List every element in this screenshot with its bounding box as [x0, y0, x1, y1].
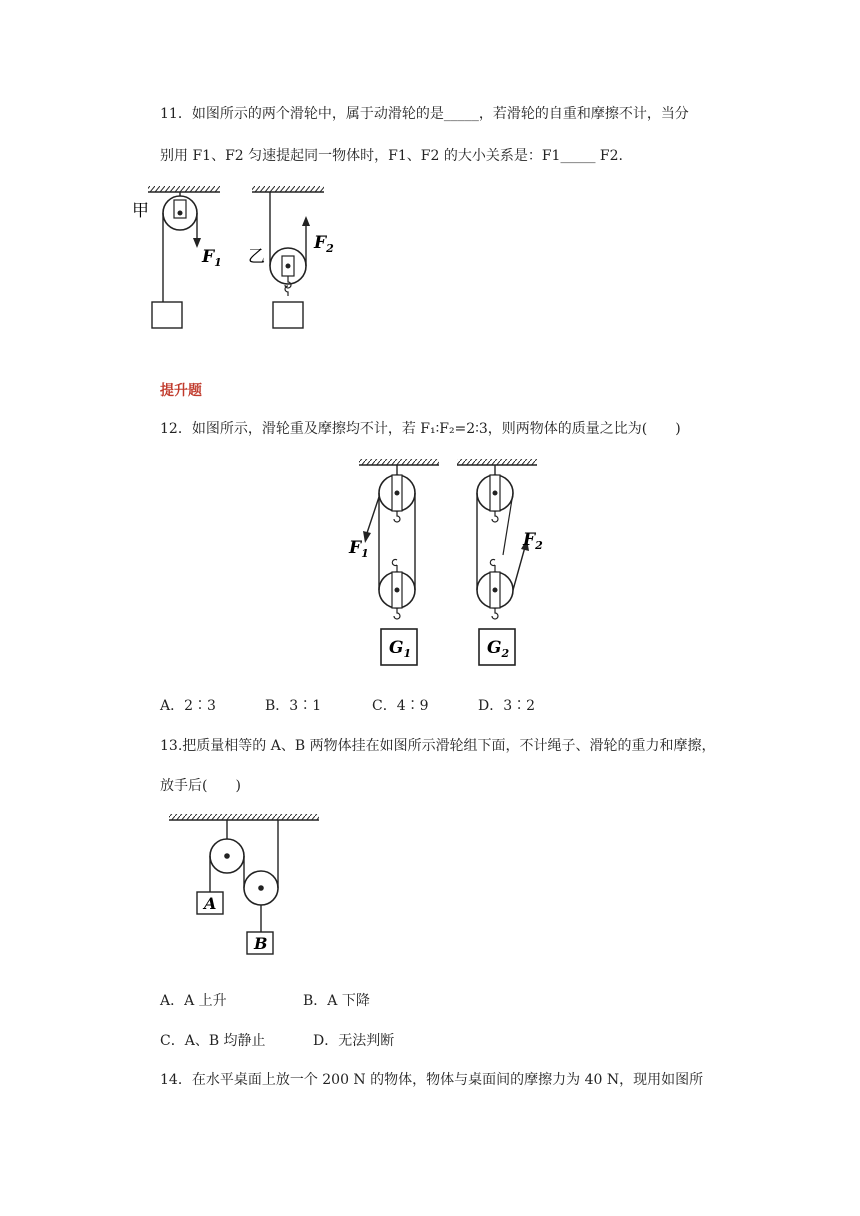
q13-text-line1: 13.把质量相等的 A、B 两物体挂在如图所示滑轮组下面，不计绳子、滑轮的重力和摩擦， — [160, 738, 716, 754]
q12-label-f1: $F_1$ — [349, 538, 369, 560]
q12-label-f2: $F_2$ — [523, 530, 543, 552]
q14-text-line1: 14．在水平桌面上放一个 200 N 的物体，物体与桌面间的摩擦力为 40 N，现用如图所 — [160, 1072, 704, 1088]
q13-text-line2: 放手后( ) — [160, 778, 241, 794]
q12-text-line1: 12．如图所示，滑轮重及摩擦均不计，若 F₁∶F₂=2∶3，则两物体的质量之比为( ) — [160, 421, 681, 437]
q12-option-a: A．2∶3 — [160, 698, 216, 714]
q12-label-g1: $G_1$ — [389, 638, 412, 660]
q11-text-line2: 别用 F1、F2 匀速提起同一物体时，F1、F2 的大小关系是：F1_____ F2. — [160, 148, 623, 164]
q13-pulley-figure — [165, 810, 325, 960]
q13-option-c: C．A、B 均静止 — [160, 1033, 266, 1049]
q12-pulley-figure — [345, 455, 545, 670]
q11-text-line1: 11．如图所示的两个滑轮中，属于动滑轮的是_____，若滑轮的自重和摩擦不计，当分 — [160, 106, 689, 122]
q11-label-f2: $F_2$ — [314, 233, 334, 255]
q13-option-a: A．A 上升 — [160, 993, 227, 1009]
section-title: 提升题 — [160, 383, 202, 399]
q12-option-c: C．4∶9 — [372, 698, 429, 714]
q13-option-b: B．A 下降 — [303, 993, 370, 1009]
q12-option-b: B．3∶1 — [265, 698, 322, 714]
q11-label-f1: $F_1$ — [202, 247, 222, 269]
q12-option-d: D．3∶2 — [478, 698, 536, 714]
q13-option-d: D．无法判断 — [313, 1033, 395, 1049]
q11-label-yi: 乙 — [248, 247, 265, 267]
q13-label-a: A — [204, 894, 217, 913]
q12-label-g2: $G_2$ — [487, 638, 510, 660]
q13-label-b: B — [254, 934, 268, 953]
q11-label-jia: 甲 — [132, 201, 149, 221]
q11-pulley-figure — [130, 180, 350, 340]
